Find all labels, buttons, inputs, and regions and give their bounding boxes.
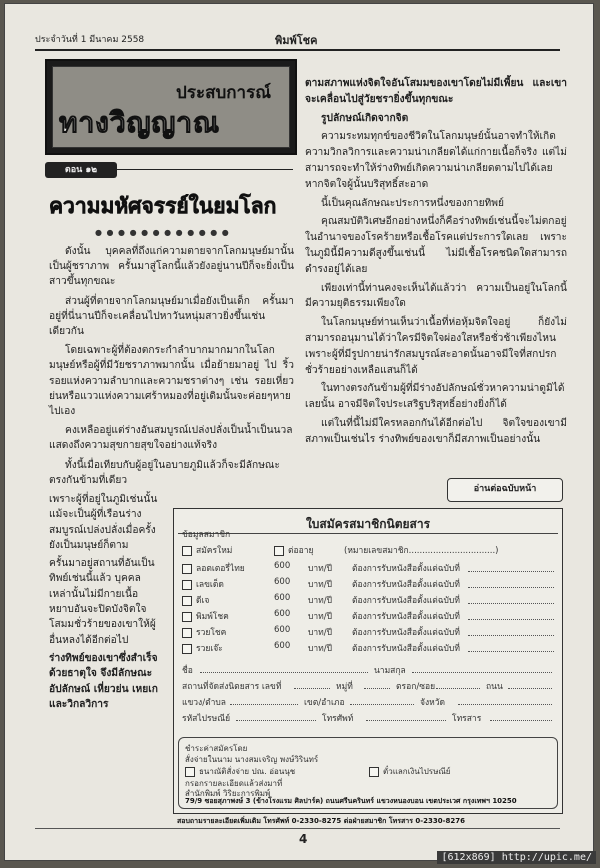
narrow-column [49, 492, 161, 715]
member-number[interactable]: (หมายเลขสมาชิก................................) [344, 546, 499, 556]
publisher-office: สำนักพิมพ์ วิริยะการพิมพ์ [185, 789, 271, 798]
payment-title: ชำระค่าสมัครโดย [185, 744, 248, 753]
paragraph: ดังนั้น บุคคลที่ถึงแก่ความตายจากโลกมนุษย์มานั้นเป็นผู้ชราภาพ ครั้นมาสู่โลกนี้แล้วยังอยู่นานปีก็จะยิ่งเป็นสาวขึ้นทุกขณะ [49, 246, 294, 288]
checkbox[interactable] [182, 580, 192, 590]
fax-label: โทรสาร [452, 714, 482, 724]
checkbox[interactable] [274, 546, 284, 556]
publisher-address: 79/9 ซอยสุภาพงษ์ 3 (ข้างโรงแรม ศิลปาร์ค) ถนนศรีนครินทร์ แขวงหนองบอน เขตประเวศ กรุงเทพฯ 10250 [185, 797, 517, 805]
moo-label: หมู่ที่ [336, 682, 353, 692]
name-field[interactable] [200, 672, 368, 673]
intro-paragraph: ตามสภาพแห่งจิตใจอันโสมมของเขาโดยไม่มีเพี้ยน และเขาจะเคลื่อนไปสู่วัยชรายิ่งขึ้นทุกขณะ [305, 78, 567, 105]
paragraph: ส่วนผู้ที่ตายจากโลกมนุษย์มาเมื่อยังเป็นเด็ก ครั้นมาอยู่ที่นี่นานปีก็จะเคลื่อนไปหาวันหนุ่มสาวยิ่งขึ้นเช่นเดียวกัน [49, 295, 294, 338]
column-banner [45, 59, 297, 155]
checkbox[interactable] [182, 564, 192, 574]
publication-row: พิมพ์โชค 600 บาท/ปี ต้องการรับหนังสือตั้งแต่ฉบับที่ [182, 609, 558, 623]
fax-field[interactable] [490, 720, 552, 721]
footer-rule [35, 828, 560, 829]
magazine-name: พิมพ์โชค [275, 34, 318, 47]
dot-divider: ● ● ● ● ● ● ● ● ● ● ● ● [95, 228, 230, 237]
renew-option[interactable]: ต่ออายุ [274, 543, 313, 557]
checkbox[interactable] [182, 628, 192, 638]
paragraph: เพราะผู้ที่อยู่ในภูมิเช่นนั้น แม้จะเป็นผู้ที่เรือนร่างสมบูรณ์เปล่งปลั่งเมื่อครั้งยังเป็นมนุษย์ก็ตาม [49, 494, 158, 551]
publication-row: เลขเด็ด 600 บาท/ปี ต้องการรับหนังสือตั้งแต่ฉบับที่ [182, 577, 558, 591]
district-label: เขต/อำเภอ [304, 698, 345, 708]
right-column [305, 76, 567, 451]
subheading: รูปลักษณ์เกิดจากจิต [321, 112, 409, 124]
payment-money-order[interactable]: ธนาณัติสั่งจ่าย ปณ. อ่อนนุช [185, 765, 295, 778]
payment-payee: สั่งจ่ายในนาม นางสมเจริญ พงษ์วิรินทร์ [185, 755, 319, 764]
address-label: สถานที่จัดส่งนิตยสาร เลขที่ [182, 682, 282, 692]
soi-label: ตรอก/ซอย [396, 682, 436, 692]
district-field[interactable] [350, 704, 414, 705]
left-column [49, 244, 294, 492]
publication-row: ดีเจ 600 บาท/ปี ต้องการรับหนังสือตั้งแต่ฉบับที่ [182, 593, 558, 607]
paragraph: แต่ในที่นี้ไม่มีใครหลอกกันได้อีกต่อไป จิตใจของเขามีสภาพเป็นเช่นไร ร่างทิพย์ของเขาก็มีสภาพเป็นอย่างนั้น [305, 417, 567, 445]
publication-row: รวยโชค 600 บาท/ปี ต้องการรับหนังสือตั้งแต่ฉบับที่ [182, 625, 558, 639]
checkbox[interactable] [185, 767, 195, 777]
new-member-option[interactable]: สมัครใหม่ [182, 543, 232, 557]
soi-field[interactable] [436, 688, 480, 689]
payment-postal-note[interactable]: ตั๋วแลกเงินไปรษณีย์ [369, 765, 450, 778]
magazine-page [4, 3, 594, 861]
form-rule [178, 533, 558, 534]
banner-title-top: ประสบการณ์ [176, 83, 271, 103]
paragraph: เพียงเท่านี้ท่านคงจะเห็นได้แล้วว่า ความเป็นอยู่ในโลกนี้มีความยุติธรรมเพียงใด [305, 282, 567, 310]
publication-row: ลอตเตอรี่ไทย 600 บาท/ปี ต้องการรับหนังสือตั้งแต่ฉบับที่ [182, 561, 558, 575]
name-label: ชื่อ [182, 666, 193, 676]
zip-label: รหัสไปรษณีย์ [182, 714, 231, 724]
subdistrict-field[interactable] [230, 704, 298, 705]
paragraph: ทั้งนี้เมื่อเทียบกับผู้อยู่ในอบายภูมิแล้วก็จะมีลักษณะตรงกันข้ามที่เดียว [49, 459, 280, 486]
episode-badge: ตอน ๑๒ [45, 162, 117, 178]
address-field[interactable] [294, 688, 330, 689]
paragraph: ในโลกมนุษย์ท่านเห็นว่าเนื้อที่ห่อหุ้มจิตใจอยู่ ก็ยังไม่สามารถอนุมานได้ว่าใครมีจิตใจผ่องใสหรือชั่วช้าเพียงไหน เพราะผู้ที่มีรูปกายน่ารักสมบูรณ์สะอาดนั้นอาจมีใจที่สกปรกชั่วร้ายอย่างเหลือแสนก็ได้ [305, 317, 567, 376]
paragraph: คงเหลืออยู่แต่ร่างอันสมบูรณ์เปล่งปลั่งเป็นน้ำเป็นนวล แสดงถึงความสุขกายสุขใจอย่างแท้จริง [49, 425, 293, 452]
phone-field[interactable] [366, 720, 446, 721]
page-number: 4 [299, 832, 308, 846]
banner-title-big: ทางวิญญาณ [59, 106, 220, 139]
checkbox[interactable] [182, 546, 192, 556]
paragraph: ในทางตรงกันข้ามผู้ที่มีร่างอัปลักษณ์ชั่วหาความน่าดูมิได้เลยนั้น อาจมีจิตใจประเสริฐบริสุทธิ์อย่างยิ่งก็ได้ [305, 383, 565, 411]
paragraph: ความระทมทุกข์ของชีวิตในโลกมนุษย์นั้นอาจทำให้เกิดความวิกลวิการและความน่าเกลียดได้แก่กายเนื้อก็จริง แต่ไม่สามารถจะทำให้ร่างทิพย์เกิดความน่าเกลียดตามไปได้เลย หากจิตใจผู้นั้นบริสุทธิ์สะอาด [305, 131, 567, 190]
header-rule [35, 49, 560, 51]
moo-field[interactable] [364, 688, 390, 689]
checkbox[interactable] [182, 612, 192, 622]
province-label: จังหวัด [420, 698, 446, 708]
publication-row: รวยเจ๊ะ 600 บาท/ปี ต้องการรับหนังสือตั้งแต่ฉบับที่ [182, 641, 558, 655]
send-to-label: กรอกรายละเอียดแล้วส่งมาที่ [185, 779, 283, 788]
surname-label: นามสกุล [374, 666, 406, 676]
article-headline: ความมหัศจรรย์ในยมโลก [49, 194, 277, 218]
paragraph: โดยเฉพาะผู้ที่ต้องตกระกำลำบากมากมากในโลกมนุษย์หรือผู้ที่มีวัยชราภาพมากนั้น เมื่อย้ายมาอยู่ ไป ริ้วรอยแห่งความลำบากและความชราต่างๆ เช่น รอยเหี่ยวย่นหรือแววแห่งความเศร้าหมองที่อยู่เดิมนั้นจะค่อยๆหายไปเอง [49, 345, 294, 418]
paragraph: นี้เป็นคุณลักษณะประการหนึ่งของกายทิพย์ [321, 197, 504, 209]
subdistrict-label: แขวง/ตำบล [182, 698, 226, 708]
surname-field[interactable] [412, 672, 552, 673]
contact-info: สอบถามรายละเอียดเพิ่มเติม โทรศัพท์ 0-2330-8275 ต่อฝ่ายสมาชิก โทรสาร 0-2330-8276 [177, 817, 466, 825]
road-field[interactable] [508, 688, 552, 689]
zip-field[interactable] [236, 720, 316, 721]
issue-date: ประจำวันที่ 1 มีนาคม 2558 [35, 35, 145, 45]
phone-label: โทรศัพท์ [322, 714, 354, 724]
paragraph: คุณสมบัติวิเศษอีกอย่างหนึ่งก็คือร่างทิพย์เช่นนี้จะไม่ตกอยู่ในอำนาจของโรคร้ายหรือเชื้อโรคแต่ประการใดเลย เพราะในภูมินี้มีความดีสูงขึ้นเช่นนี้ ไม่มีเชื้อโรคชนิดใดสามารถดำรงอยู่ได้เลย [305, 216, 567, 275]
continue-next-issue: อ่านต่อฉบับหน้า [447, 478, 563, 502]
member-data-label: ข้อมูลสมาชิก [182, 530, 231, 540]
checkbox[interactable] [182, 596, 192, 606]
paragraph-bold: ร่างทิพย์ของเขาซึ่งสำเร็จด้วยธาตุใจ จึงมีลักษณะอัปลักษณ์ เหี่ยวย่น เหยเกและวิกลวิการ [49, 652, 158, 710]
paragraph: ครั้นมาอยู่สถานที่อันเป็นทิพย์เช่นนี้แล้ว บุคคลเหล่านั้นไม่มีกายเนื้อหยาบอันจะปิดบังจิตใจโสมมชั่วร้ายของเขาให้ผู้อื่นหลงได้อีกต่อไป [49, 558, 156, 646]
road-label: ถนน [486, 682, 503, 692]
watermark: [612x869] http://upic.me/ [437, 851, 596, 864]
checkbox[interactable] [369, 767, 379, 777]
subscription-form [173, 508, 563, 814]
form-title: ใบสมัครสมาชิกนิตยสาร [305, 517, 431, 531]
episode-rule [117, 169, 293, 170]
checkbox[interactable] [182, 644, 192, 654]
province-field[interactable] [458, 704, 552, 705]
payment-box [178, 737, 558, 809]
